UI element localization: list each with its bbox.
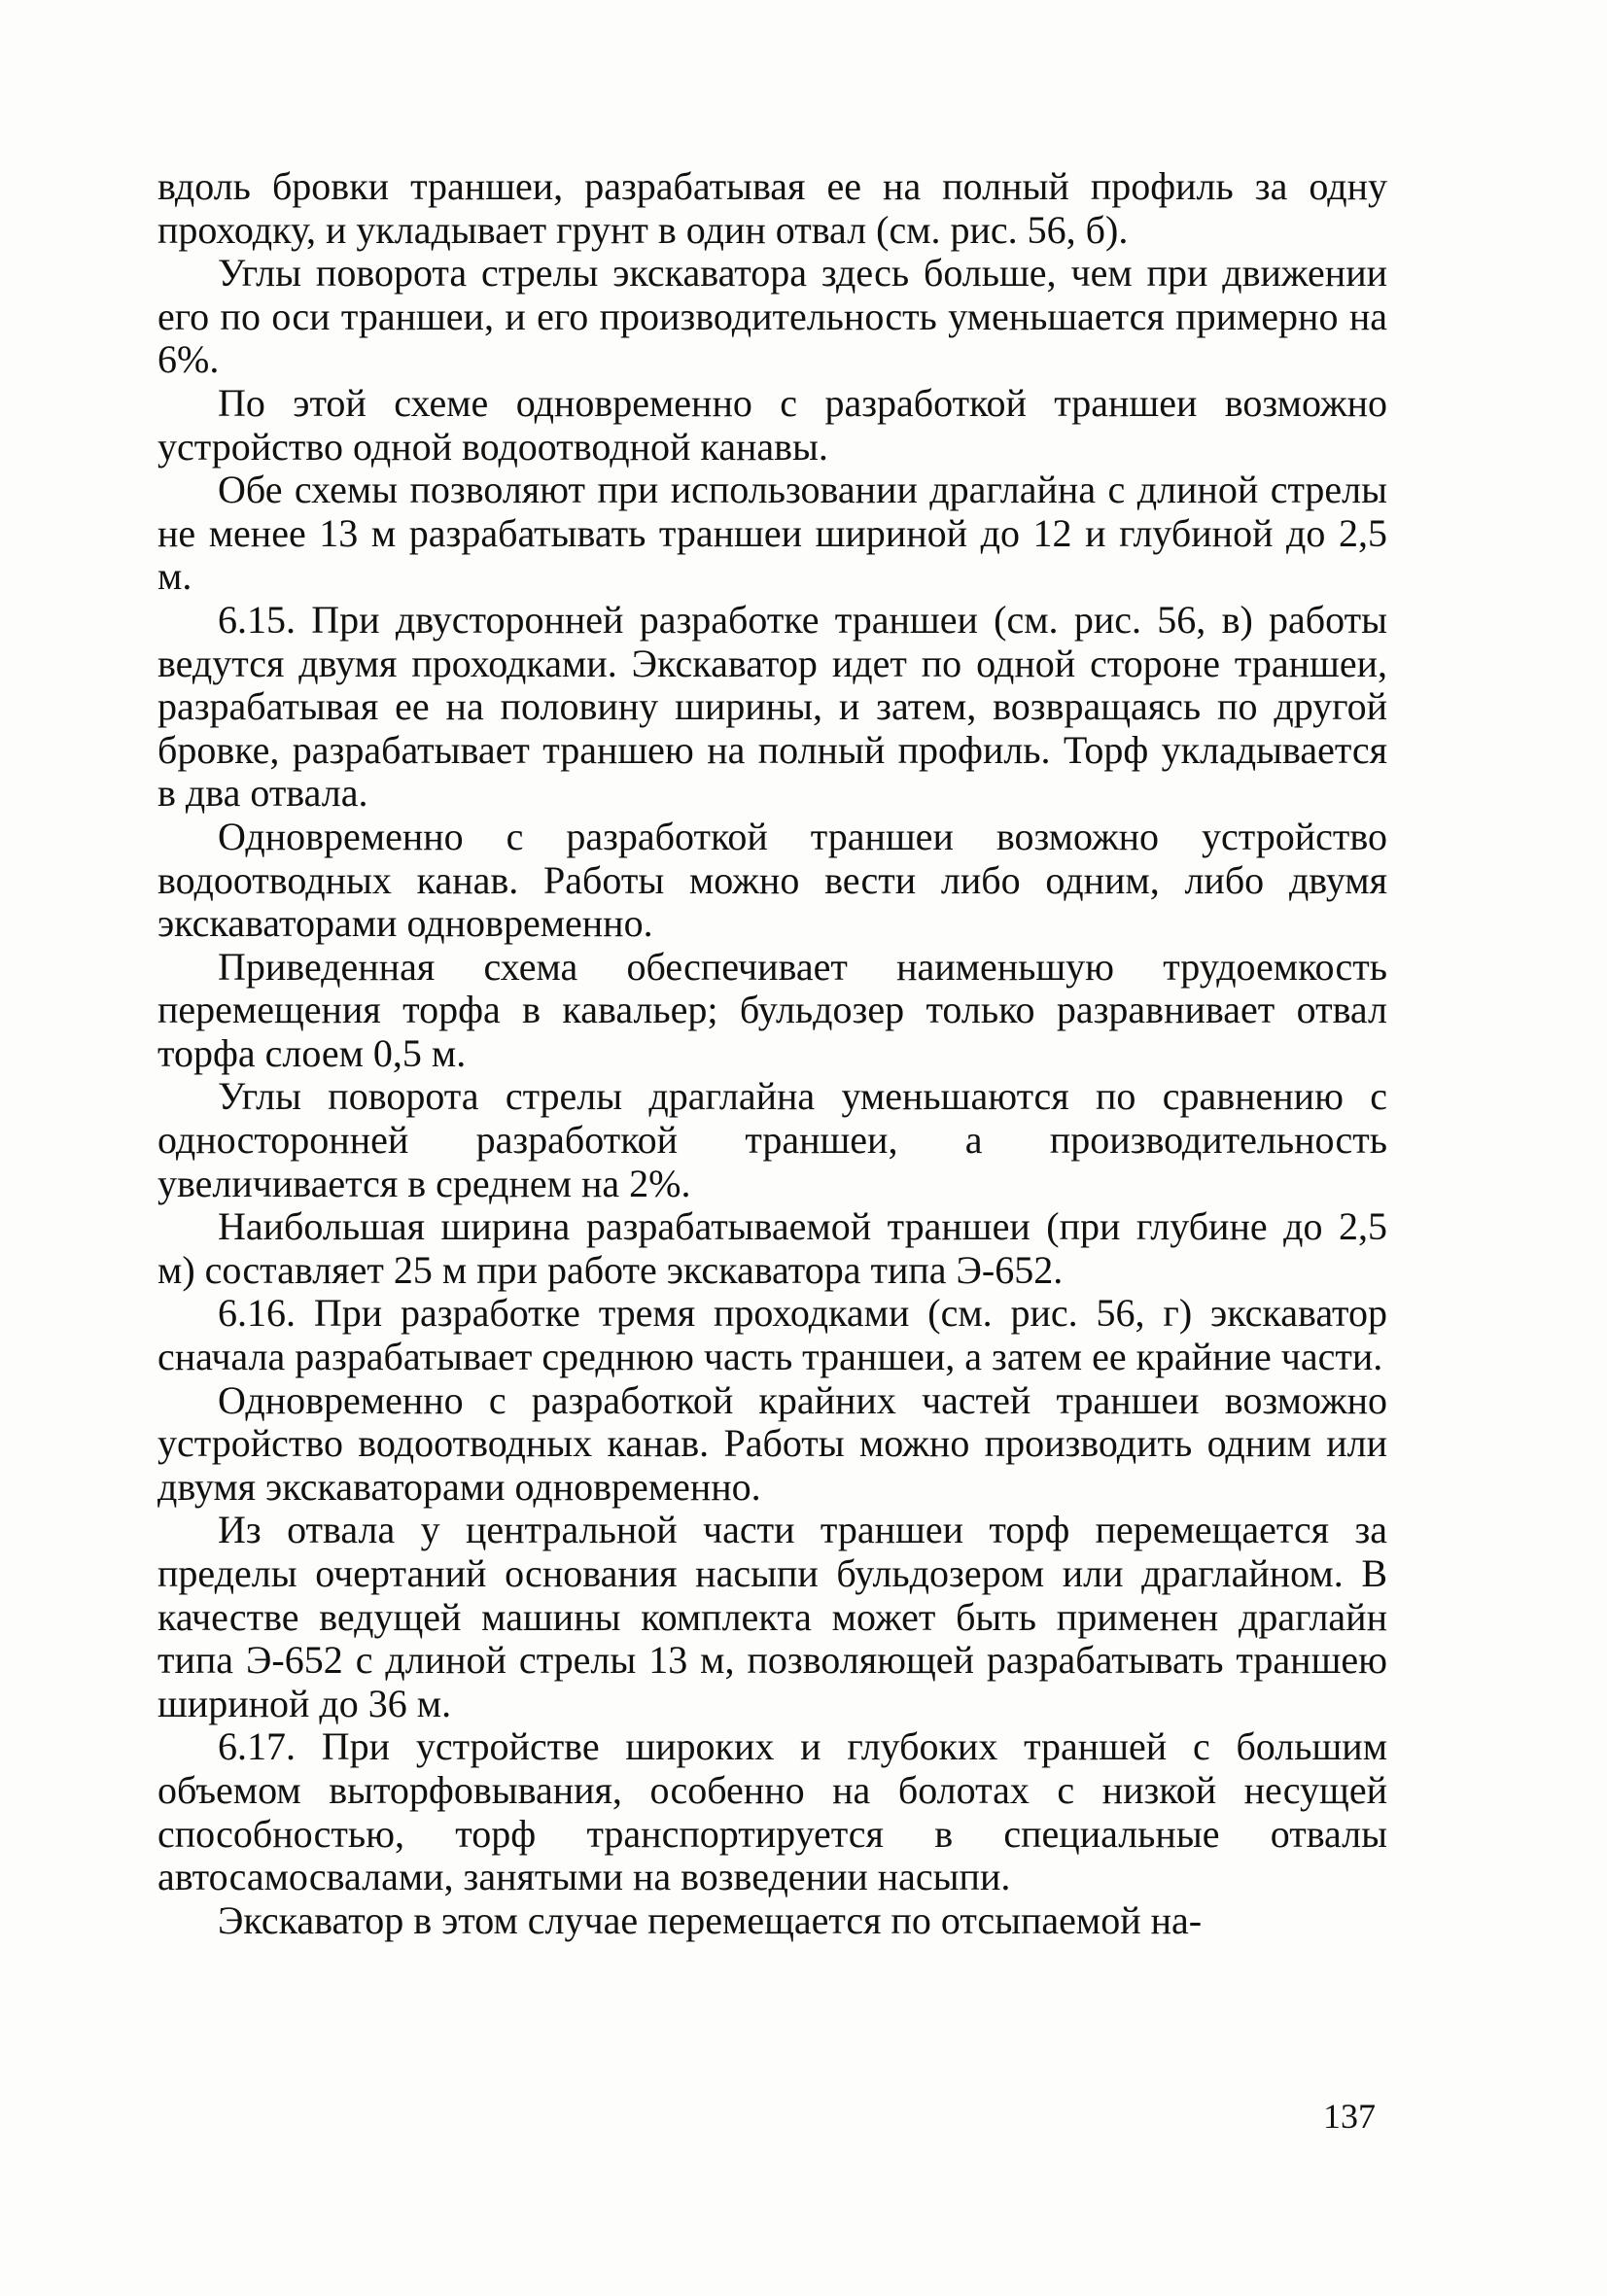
paragraph-3: По этой схеме одновременно с разработкой траншеи возможно устройство одной водоотводной канавы.	[157, 380, 1387, 469]
paragraph-11: Одновременно с разработкой крайних частей траншеи возможно устройство водоотводных канав. Работы можно производить одним или двумя экскаваторами одновременно.	[157, 1377, 1387, 1509]
paragraph-7: Приведенная схема обеспечивает наименьшую трудоемкость перемещения торфа в кавальер; бульдозер только разравнивает отвал торфа слоем 0,5 м.	[157, 944, 1387, 1075]
paragraph-14: Экскаватор в этом случае перемещается по отсыпаемой на-	[218, 1897, 1203, 1942]
paragraph-1: вдоль бровки траншеи, разрабатывая ее на полный профиль за одну проходку, и укладывает грунт в один отвал (см. рис. 56, б).	[157, 164, 1387, 252]
body-text	[157, 165, 1387, 1942]
paragraph-2: Углы поворота стрелы экскаватора здесь больше, чем при движении его по оси траншеи, и его производительность уменьшается примерно на 6%.	[157, 251, 1387, 382]
paragraph-12: Из отвала у центральной части траншеи торф перемещается за пределы очертаний основания насыпи бульдозером или драглайном. В качестве ведущей машины комплекта может быть применен драглайн типа Э-652 с длиной стрелы 13 м, позволяющей разрабатывать траншею шириной до 36 м.	[157, 1508, 1387, 1725]
paragraph-4: Обе схемы позволяют при использовании драглайна с длиной стрелы не менее 13 м разрабатывать траншеи шириной до 12 и глубиной до 2,5 м.	[157, 468, 1387, 599]
paragraph-8: Углы поворота стрелы драглайна уменьшаются по сравнению с односторонней разработкой траншеи, а производительность увеличивается в среднем на 2%.	[157, 1074, 1387, 1205]
paragraph-13: 6.17. При устройстве широких и глубоких траншей с большим объемом выторфовывания, особенно на болотах с низкой несущей способностью, торф транспортируется в специальные отвалы автосамосвалами, занятыми на возведении насыпи.	[157, 1724, 1387, 1899]
page-number: 137	[1323, 2097, 1376, 2136]
paragraph-6: Одновременно с разработкой траншеи возможно устройство водоотводных канав. Работы можно вести либо одним, либо двумя экскаваторами одновременно.	[157, 814, 1387, 946]
paragraph-10: 6.16. При разработке тремя проходками (см. рис. 56, г) экскаватор сначала разрабатывает среднюю часть траншеи, а затем ее крайние части.	[157, 1291, 1387, 1379]
paragraph-9: Наибольшая ширина разрабатываемой траншеи (при глубине до 2,5 м) составляет 25 м при работе экскаватора типа Э-652.	[157, 1204, 1387, 1292]
paragraph-5: 6.15. При двусторонней разработке траншеи (см. рис. 56, в) работы ведутся двумя проходками. Экскаватор идет по одной стороне траншеи, разрабатывая ее на половину ширины, и затем, возвращаясь по другой бровке, разрабатывает траншею на полный профиль. Торф укладывается в два отвала.	[157, 597, 1387, 816]
